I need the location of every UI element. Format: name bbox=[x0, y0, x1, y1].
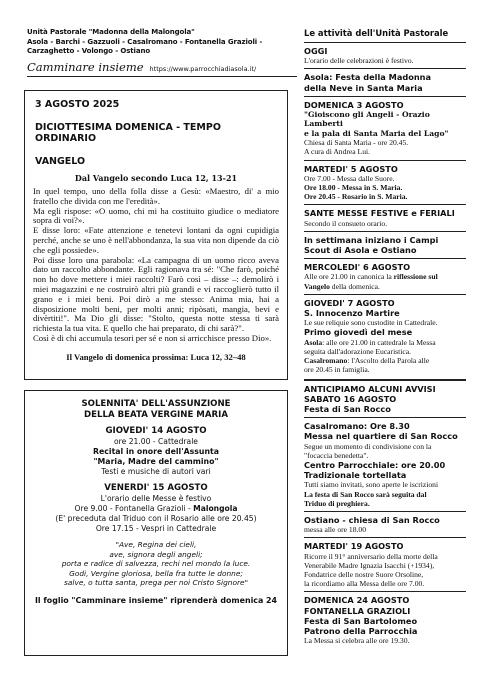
activities-title: Le attività dell'Unità Pastorale bbox=[304, 28, 449, 38]
tuesday5-line: Ore 7.00 - Messa dalle Suore. bbox=[304, 173, 395, 183]
activities-column bbox=[304, 28, 466, 645]
first-thursday-line: ore 20.45 in famiglia. bbox=[304, 365, 370, 375]
wednesday6-text: della domenica. bbox=[329, 281, 380, 291]
first-thursday-text: : alle ore 21.00 in cattedrale la Messa bbox=[322, 337, 436, 347]
thursday7-saint: S. Innocenzo Martire bbox=[304, 308, 400, 319]
thursday-time: ore 21.00 - Cattedrale bbox=[114, 437, 198, 446]
friday-mass bbox=[33, 504, 279, 514]
first-thursday-line bbox=[304, 338, 466, 347]
gospel-box bbox=[24, 90, 288, 380]
assumption-title-line: DELLA BEATA VERGINE MARIA bbox=[84, 410, 228, 420]
parish-list: Asola - Barchi - Gazzuoli - Casalromano - Fontanella Grazioli - bbox=[27, 37, 263, 46]
parish-centre-heading: Centro Parrocchiale: ore 20.00 bbox=[304, 459, 446, 470]
asola-feast: della Neve in Santa Maria bbox=[304, 82, 423, 93]
prayer-line: "Ave, Regina dei cieli, bbox=[115, 540, 197, 549]
gospel-paragraph: E disse loro: «Fate attenzione e tenetevi lontani da ogni cupidigia perché, anche se uno è nell'abbondanza, la sua vita non dipende da ciò che egli possiede». bbox=[33, 225, 279, 255]
recital-title: Recital in onore dell'Assunta bbox=[92, 447, 220, 456]
ostiano-text: messa alle ore 18.00 bbox=[304, 525, 366, 535]
sunday24-heading: DOMENICA 24 AGOSTO bbox=[304, 595, 410, 606]
friday-mass-place: Malongola bbox=[193, 504, 238, 513]
gospel-paragraph: Poi disse loro una parabola: «La campagna di un uomo ricco aveva dato un raccolto abbondante. Egli ragionava tra sé: "Che farò, poiché non ho dove mettere i miei raccolti? Farò così – disse –: demolirò i miei magazzini e ne costruirò altri più grandi e vi raccoglierò tutto il grano e i miei beni. Poi dirò a me stesso: Anima mia, hai a disposizione molti beni, per molti anni; ripòsati, mangia, bevi e divèrtiti!". Ma Dio gli disse: "Stolto, questa notte stessa ti sarà richiesta la tua vita. E quello che hai preparato, di chi sarà?". bbox=[33, 254, 279, 334]
gospel-text bbox=[33, 187, 279, 344]
vangelo-heading: VANGELO bbox=[35, 156, 86, 167]
brand-row bbox=[27, 60, 297, 77]
gospel-paragraph: Ma egli rispose: «O uomo, chi mi ha costituito giudice o mediatore sopra di voi?». bbox=[33, 205, 279, 226]
tuesday19-text: Venerabile Madre Ignazia Isacchi (+1934), bbox=[304, 560, 435, 570]
brand-title: Camminare insieme bbox=[27, 59, 144, 74]
first-thursday-line bbox=[304, 356, 466, 365]
tuesday19-text: Ricorre il 91° anniversario della morte della bbox=[304, 551, 438, 561]
friday-line: L'orario delle Messe è festivo bbox=[100, 494, 212, 503]
parish-list-cont: Carzaghetto - Volongo - Ostiano bbox=[27, 47, 151, 55]
place-label: Casalromano bbox=[304, 356, 348, 366]
assumption-title bbox=[33, 399, 279, 421]
casalromano-text: Segue un momento di condivisione con la bbox=[304, 441, 432, 451]
tuesday5-line: Ore 20.45 - Rosario in S. Maria. bbox=[304, 192, 408, 202]
wednesday6-text: Alle ore 21.00 in canonica la bbox=[304, 272, 394, 282]
masthead bbox=[27, 28, 297, 77]
parish-centre-text: Triduo di preghiera. bbox=[304, 498, 370, 508]
liturgical-sunday: DICIOTTESIMA DOMENICA - TEMPO ORDINARIO bbox=[35, 122, 221, 144]
tuesday19-heading: MARTEDI' 19 AGOSTO bbox=[304, 541, 404, 552]
friday-heading: VENERDI' 15 AGOSTO bbox=[104, 483, 208, 493]
notices-heading: ANTICIPIAMO ALCUNI AVVISI bbox=[304, 383, 436, 394]
assumption-box bbox=[24, 390, 288, 656]
sunday24-feast: Festa di San Bartolomeo bbox=[304, 615, 418, 626]
parish-centre-text: La festa di San Rocco sarà seguita dal bbox=[304, 489, 427, 499]
casalromano-text: "focaccia benedetta". bbox=[304, 450, 369, 460]
recital-name: "Maria, Madre del cammino" bbox=[93, 457, 219, 466]
place-label: Asola bbox=[304, 337, 323, 347]
prayer-line: salve, o tutta santa, prega per noi Cristo Signore" bbox=[64, 578, 248, 588]
marian-prayer bbox=[33, 540, 279, 588]
wednesday6-line bbox=[304, 272, 466, 281]
wednesday6-bold: Vangelo bbox=[304, 281, 330, 291]
sunday3-event: e la pala di Santa Maria del Lago" bbox=[304, 128, 449, 138]
first-thursday-text: : l'Ascolto della Parola alle bbox=[347, 356, 430, 366]
sunday3-heading: DOMENICA 3 AGOSTO bbox=[304, 99, 404, 110]
thursday7-heading: GIOVEDI' 7 AGOSTO bbox=[304, 297, 395, 308]
thursday-heading: GIOVEDI' 14 AGOSTO bbox=[105, 426, 207, 436]
casalromano-mass: Messa nel quartiere di San Rocco bbox=[304, 431, 458, 442]
sunday24-patron: Patrono della Parrocchia bbox=[304, 625, 418, 636]
wednesday6-bold: riflessione sul bbox=[393, 272, 438, 282]
tuesday19-text: Fondatrice delle nostre Suore Orsoline, bbox=[304, 569, 424, 579]
wednesday6-heading: MERCOLEDI' 6 AGOSTO bbox=[304, 262, 411, 273]
sunday3-event: "Gioiscono gli Angeli - Orazio Lamberti bbox=[304, 110, 430, 129]
parish-centre-text: Tutti siamo invitati, sono aperte le iscrizioni bbox=[304, 480, 439, 490]
first-thursday-line: seguita dall'adorazione Eucaristica. bbox=[304, 346, 411, 356]
vangelo-reference: Dal Vangelo secondo Luca 12, 13-21 bbox=[74, 173, 238, 183]
ostiano-heading: Ostiano - chiesa di San Rocco bbox=[304, 514, 440, 525]
oggi-heading: OGGI bbox=[304, 46, 328, 56]
oggi-text: L'orario delle celebrazioni è festivo. bbox=[304, 56, 414, 66]
tuesday19-text: la ricordiamo alla Messa delle ore 7.00. bbox=[304, 579, 425, 589]
parish-centre-event: Tradizionale tortellata bbox=[304, 470, 407, 481]
thursday7-text: Le sue reliquie sono custodite in Cattedrale. bbox=[304, 318, 438, 328]
scout-camps: Scout di Asola e Ostiano bbox=[304, 245, 417, 256]
masses-heading: SANTE MESSE FESTIVE e FERIALI bbox=[304, 208, 455, 219]
friday-line: (E' preceduta dal Triduo con il Rosario alle ore 20.45) bbox=[55, 514, 257, 523]
prayer-line: porta e radice di salvezza, rechi nel mondo la luce. bbox=[61, 559, 251, 569]
assumption-title-line: SOLENNITA' DELL'ASSUNZIONE bbox=[81, 399, 231, 409]
sunday24-text: La Messa si celebra alle ore 19.30. bbox=[304, 636, 410, 646]
sunday3-info: Chiesa di Santa Maria - ore 20.45. bbox=[304, 138, 409, 148]
next-gospel: Il Vangelo di domenica prossima: Luca 12, 32–48 bbox=[66, 351, 246, 362]
prayer-line: Godi, Vergine gloriosa, bella fra tutte le donne; bbox=[69, 568, 243, 578]
saturday16-feast: Festa di San Rocco bbox=[304, 403, 391, 414]
casalromano-heading: Casalromano: Ore 8.30 bbox=[304, 421, 410, 432]
asola-feast: Asola: Festa della Madonna bbox=[304, 72, 432, 83]
recital-credits: Testi e musiche di autori vari bbox=[101, 467, 211, 476]
saturday16-heading: SABATO 16 AGOSTO bbox=[304, 393, 397, 404]
tuesday5-heading: MARTEDI' 5 AGOSTO bbox=[304, 163, 398, 174]
masses-text: Secondo il consueto orario. bbox=[304, 218, 388, 228]
scout-camps: In settimana iniziano i Campi bbox=[304, 234, 439, 245]
friday-line: Ore 17.15 - Vespri in Cattedrale bbox=[95, 524, 217, 533]
sunday24-place: FONTANELLA GRAZIOLI bbox=[304, 605, 411, 616]
wednesday6-line bbox=[304, 282, 466, 291]
issue-date: 3 AGOSTO 2025 bbox=[35, 99, 120, 110]
friday-mass-text: Ore 9.00 - Fontanella Grazioli - bbox=[74, 504, 194, 513]
prayer-line: ave, signora degli angeli; bbox=[109, 549, 203, 559]
first-thursday-heading: Primo giovedì del mese bbox=[304, 327, 413, 338]
sunday3-info: A cura di Andrea Lui. bbox=[304, 147, 371, 157]
website-link[interactable]: https://www.parrocchiadiasola.it/ bbox=[149, 64, 257, 73]
gospel-paragraph: In quel tempo, uno della folla disse a Gesù: «Maestro, di' a mio fratello che divida con me l'eredità». bbox=[33, 186, 279, 206]
closing-note: Il foglio "Camminare insieme" riprenderà domenica 24 bbox=[34, 595, 278, 605]
tuesday5-line: Ore 18.00 - Messa in S. Maria. bbox=[304, 183, 403, 193]
gospel-paragraph: Così è di chi accumula tesori per sé e non si arricchisce presso Dio». bbox=[33, 332, 272, 343]
unit-name: Unità Pastorale "Madonna della Malongola" bbox=[27, 28, 195, 36]
